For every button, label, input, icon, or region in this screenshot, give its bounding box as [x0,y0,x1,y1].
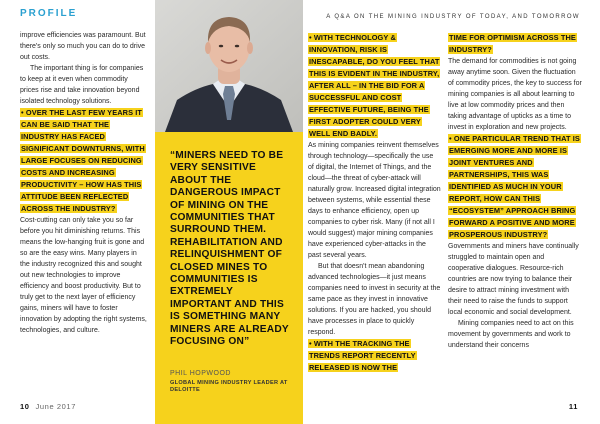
col2-paragraph-2: But that doesn't mean abandoning advanced technologies—it just means companies need to invest in security at the same pace as they invest in innovative solutions. If you are hacked, you should have processes in place to quickly respond. [308,263,441,336]
footer-left [20,402,76,411]
column-1 [20,30,148,336]
col3-paragraph-1: The demand for commodities is not going away anytime soon. Given the fluctuation of commodity prices, the key to success for mining companies is all about learning to live at low commodity prices and then taking advantage of upticks as a time to invest in exploration and new projects. [448,58,582,131]
col2-question-1 [308,32,441,140]
quote-author-title: GLOBAL MINING INDUSTRY LEADER AT DELOITTE [170,380,288,393]
col3-paragraph-3: Mining companies need to act on this movement by governments and work to understand their concerns [448,320,574,349]
section-label: PROFILE [20,8,78,19]
right-page-number: 11 [568,402,578,411]
col1-paragraph-3: Cost-cutting can only take you so far before you hit diminishing returns. This means the low-hanging fruit is gone and so are the easy wins. Many players in the industry recognized this and sought out new technologies to improve efficiency and boost productivity. But to truly get to the next layer of efficiency gains, miners will have to foster innovation by adopting the right systems, technologies, and culture. [20,217,147,334]
col3-question-2 [448,133,582,241]
left-page-number: 10 [20,402,30,411]
col2-question-1-text: • WITH TECHNOLOGY & INNOVATION, RISK IS INESCAPABLE, DO YOU FEEL THAT THIS IS EVIDENT IN THE INDUSTRY, AFTER ALL – IN THE BID FOR A SUCCESSFUL AND COST EFFECTIVE FUTURE, BEING THE FIRST ADOPTER COULD VERY WELL END BADLY. [309,33,440,138]
issue-date: June 2017 [35,402,76,411]
col3-paragraph-2: Governments and miners have continually struggled to maintain open and cooperative dialogues. Resource-rich countries are now trying to balance their desire to attract mining investment with their need to raise the funds to support local economic and social development. [448,243,579,316]
col1-question-text: • OVER THE LAST FEW YEARS IT CAN BE SAID THAT THE INDUSTRY HAS FACED SIGNIFICANT DOWNTURNS, WITH LARGE FOCUSES ON REDUCING COSTS AND INCREASING PRODUCTIVITY – HOW HAS THIS ATTITUDE BEEN REFLECTED ACROSS THE INDUSTRY? [21,108,145,213]
quote-author-name: PHIL HOPWOOD [170,370,231,377]
col2-question-2 [308,338,441,374]
portrait-photo [155,0,303,132]
col1-paragraph-2: The important thing is for companies to keep at it even when commodity prices rise and take innovation beyond isolated technology solutions. [20,65,144,105]
page-tagline: A Q&A ON THE MINING INDUSTRY OF TODAY, AND TOMORROW [326,14,580,20]
col3-question-1 [448,32,582,56]
column-3 [448,30,582,351]
column-2 [308,30,441,374]
col2-paragraph-1: As mining companies reinvent themselves through technology—specifically the use of digital, the Internet of Things, and the cloud—the threat of cyber-attack will naturally grow. Increased digital integration between systems, while essential these days to enhance efficiency, open up companies to cyber risk. Many (if not all I would suggest) major mining companies have experienced cyber-attacks in the past several years. [308,142,441,259]
col1-paragraph-1: improve efficiencies was paramount. But there's only so much you can do to drive out costs. [20,32,146,61]
pull-quote-text: “MINERS NEED TO BE VERY SENSITIVE ABOUT THE DANGEROUS IMPACT OF MINING ON THE COMMUNITIES THAT SURROUND THEM. REHABILITATION AND RELINQUISHMENT OF CLOSED MINES TO COMMUNITIES IS EXTREMELY IMPORTANT AND THIS IS SOMETHING MANY MINERS ARE ALREADY FOCUSING ON” [170,150,289,348]
portrait-illustration [155,0,303,132]
col1-question [20,107,148,215]
col3-question-1-text: TIME FOR OPTIMISM ACROSS THE INDUSTRY? [449,33,576,54]
col3-question-2-text: • ONE PARTICULAR TREND THAT IS EMERGING MORE AND MORE IS JOINT VENTURES AND PARTNERSHIPS, THIS WAS IDENTIFIED AS MUCH IN YOUR REPORT, HOW CAN THIS “ECOSYSTEM” APPROACH BRING FORWARD A POSITIVE AND MORE PROSPEROUS INDUSTRY? [449,134,580,239]
col2-question-2-text: • WITH THE TRACKING THE TRENDS REPORT RECENTLY RELEASED IS NOW THE [309,339,416,372]
